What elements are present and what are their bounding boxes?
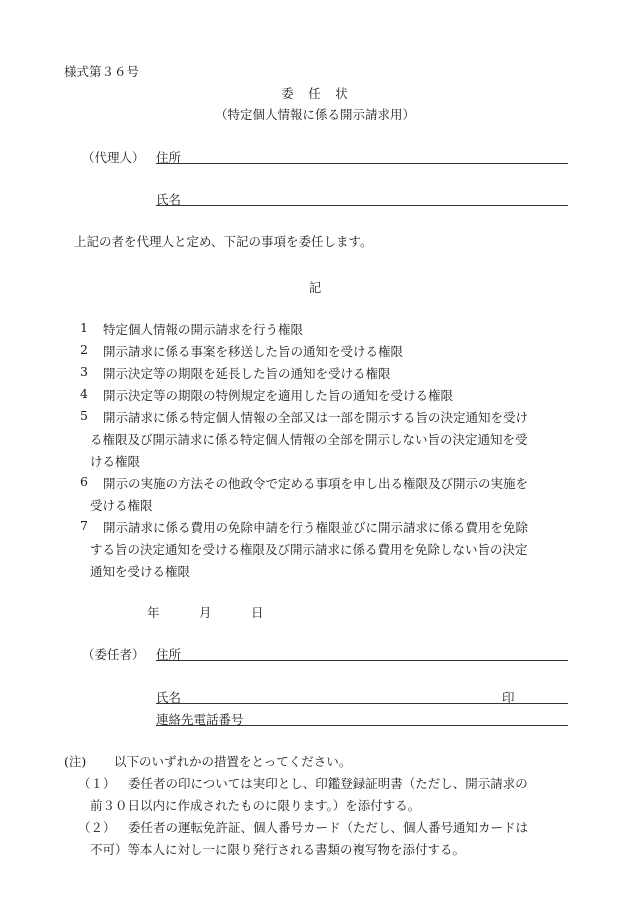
- phone-label: 連絡先電話番号: [156, 712, 244, 727]
- note-item: 委任者の印については実印とし、印鑑登録証明書（ただし、開示請求の: [128, 776, 528, 791]
- item-number: 1: [80, 320, 88, 335]
- list-item: 開示決定等の期限を延長した旨の通知を受ける権限: [103, 366, 391, 381]
- list-item-continuation: ける権限: [90, 454, 141, 469]
- date-year-label: 年: [147, 605, 160, 620]
- seal-label: 印: [502, 690, 515, 705]
- principal-name-label: 氏名: [156, 690, 182, 705]
- list-item-continuation: する旨の決定通知を受ける権限及び開示請求に係る費用を免除しない旨の決定: [90, 542, 528, 557]
- delegation-statement: 上記の者を代理人と定め、下記の事項を委任します。: [74, 234, 373, 249]
- note-item: 委任者の運転免許証、個人番号カード（ただし、個人番号通知カードは: [128, 820, 529, 835]
- list-item: 開示決定等の期限の特例規定を適用した旨の通知を受ける権限: [103, 388, 454, 403]
- list-item: 開示請求に係る費用の免除申請を行う権限並びに開示請求に係る費用を免除: [103, 520, 529, 535]
- list-item: 開示の実施の方法その他政令で定める事項を申し出る権限及び開示の実施を: [103, 476, 529, 491]
- agent-name-field[interactable]: [156, 205, 568, 206]
- note-label: (注): [64, 754, 87, 769]
- item-number: 5: [80, 408, 88, 423]
- principal-role-label: （委任者）: [82, 647, 145, 662]
- item-number: 4: [80, 386, 88, 401]
- agent-name-label: 氏名: [156, 192, 182, 207]
- date-day-label: 日: [251, 605, 264, 620]
- principal-address-label: 住所: [156, 647, 182, 662]
- document-subtitle: （特定個人情報に係る開示請求用）: [214, 107, 415, 122]
- ki-heading: 記: [308, 280, 322, 295]
- list-item-continuation: る権限及び開示請求に係る特定個人情報の全部を開示しない旨の決定通知を受: [90, 432, 528, 447]
- principal-name-field[interactable]: [156, 703, 568, 704]
- item-number: 7: [80, 518, 88, 533]
- list-item: 開示請求に係る事案を移送した旨の通知を受ける権限: [103, 344, 404, 359]
- principal-address-field[interactable]: [156, 660, 568, 661]
- document-title: 委 任 状: [281, 86, 349, 101]
- item-number: 2: [80, 342, 88, 357]
- note-item-number: （１）: [78, 776, 116, 791]
- list-item: 開示請求に係る特定個人情報の全部又は一部を開示する旨の決定通知を受け: [103, 410, 529, 425]
- list-item-continuation: 通知を受ける権限: [90, 564, 191, 579]
- agent-role-label: （代理人）: [82, 150, 145, 165]
- note-item-continuation: 不可）等本人に対し一に限り発行される書類の複写物を添付する。: [90, 842, 466, 857]
- phone-field[interactable]: [156, 725, 568, 726]
- agent-address-field[interactable]: [156, 163, 568, 164]
- form-number: 様式第３６号: [64, 64, 140, 79]
- agent-address-label: 住所: [156, 150, 182, 165]
- note-item-number: （２）: [78, 820, 116, 835]
- list-item-continuation: 受ける権限: [90, 498, 153, 513]
- item-number: 3: [80, 364, 88, 379]
- date-month-label: 月: [199, 605, 212, 620]
- item-number: 6: [80, 474, 88, 489]
- note-item-continuation: 前３０日以内に作成されたものに限ります。）を添付する。: [90, 798, 421, 813]
- note-intro: 以下のいずれかの措置をとってください。: [114, 754, 352, 769]
- list-item: 特定個人情報の開示請求を行う権限: [103, 322, 304, 337]
